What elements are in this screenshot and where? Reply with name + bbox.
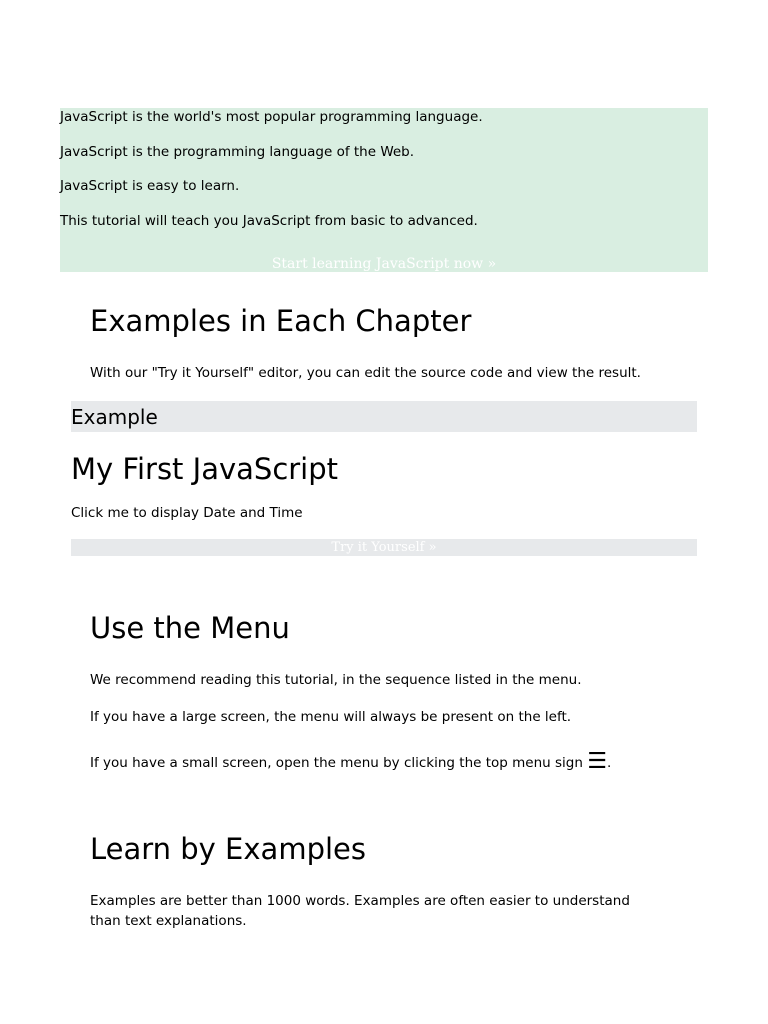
menu-paragraph-3-end: . xyxy=(606,755,612,771)
menu-paragraph-1: We recommend reading this tutorial, in the sequence listed in the menu. xyxy=(90,672,582,688)
intro-line-4: This tutorial will teach you JavaScript from basic to advanced. xyxy=(60,213,478,229)
start-learning-link[interactable]: Start learning JavaScript now » xyxy=(271,256,497,272)
example-box xyxy=(71,401,697,432)
display-date-button[interactable]: Click me to display Date and Time xyxy=(71,505,303,521)
examples-text: With our "Try it Yourself" editor, you can edit the source code and view the result. xyxy=(90,365,641,381)
learn-paragraph-line-2: than text explanations. xyxy=(90,913,247,929)
intro-line-2: JavaScript is the programming language of the Web. xyxy=(60,144,415,160)
menu-paragraph-3-text: If you have a small screen, open the menu by clicking the top menu sign xyxy=(90,755,588,771)
examples-heading: Examples in Each Chapter xyxy=(90,304,472,338)
menu-heading: Use the Menu xyxy=(90,611,290,645)
learn-paragraph-line-1: Examples are better than 1000 words. Examples are often easier to understand xyxy=(90,893,630,909)
intro-panel xyxy=(60,108,708,272)
intro-line-1: JavaScript is the world's most popular programming language. xyxy=(60,109,483,125)
hamburger-menu-icon: ☰ xyxy=(587,749,607,774)
example-title: My First JavaScript xyxy=(71,452,339,486)
menu-paragraph-3 xyxy=(90,749,612,774)
intro-line-3: JavaScript is easy to learn. xyxy=(60,178,240,194)
learn-heading: Learn by Examples xyxy=(90,832,366,866)
try-it-yourself-button[interactable]: Try it Yourself » xyxy=(71,539,697,556)
menu-paragraph-2: If you have a large screen, the menu will always be present on the left. xyxy=(90,709,572,725)
example-label: Example xyxy=(71,405,158,429)
